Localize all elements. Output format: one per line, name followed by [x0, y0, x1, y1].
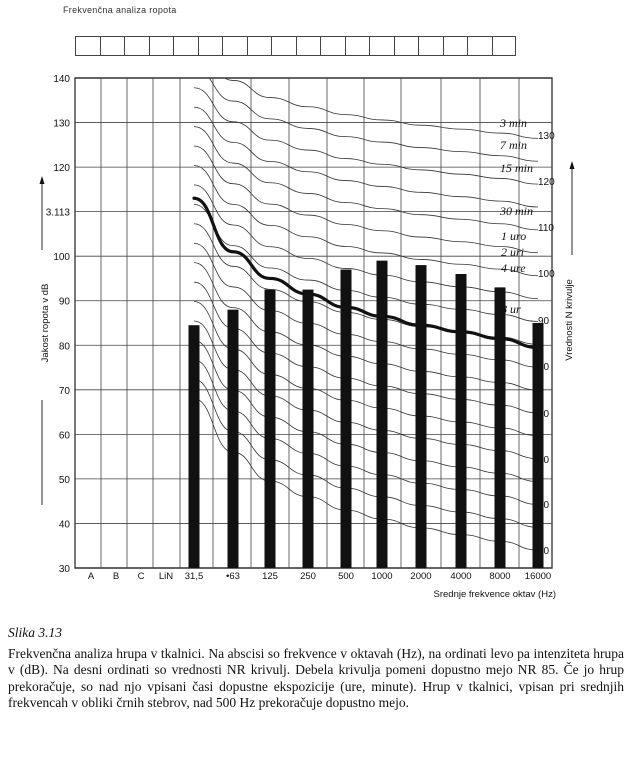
- right-y-tick-label: 50: [538, 500, 550, 511]
- right-y-tick-label: 130: [538, 131, 555, 142]
- caption-label: Slika 3.13: [8, 625, 62, 640]
- noise-bar: [495, 287, 506, 568]
- left-y-tick-label: 130: [53, 118, 70, 130]
- nr-curve: [194, 68, 538, 161]
- nr-curve: [194, 107, 538, 207]
- nr-curve: [194, 282, 538, 413]
- noise-bar: [341, 270, 352, 568]
- nr-curve: [194, 88, 538, 184]
- x-tick-label: •63: [226, 571, 240, 582]
- noise-bar: [377, 261, 388, 568]
- nr-curve: [194, 399, 538, 550]
- x-tick-label: B: [112, 571, 120, 582]
- exposure-time-label: 3 min: [500, 116, 527, 130]
- nr-curve: [194, 49, 538, 138]
- right-y-tick-label: 60: [538, 455, 550, 466]
- figure-caption: [8, 625, 624, 712]
- right-y-tick-label: 80: [538, 362, 550, 373]
- noise-bar: [416, 265, 427, 568]
- noise-bar: [303, 290, 314, 568]
- left-y-tick-label: 100: [53, 252, 70, 264]
- x-tick-label: 125: [262, 571, 278, 582]
- x-tick-label: 2000: [410, 571, 432, 582]
- exposure-time-label: 7 min: [500, 138, 527, 152]
- nr-curve: [194, 243, 538, 367]
- right-y-tick-label: 100: [538, 269, 555, 280]
- left-y-tick-label: 90: [58, 296, 70, 308]
- x-tick-label: 250: [300, 571, 316, 582]
- left-y-axis-title: Jakost ropota v dB: [40, 283, 51, 363]
- exposure-time-label: 30 min: [500, 204, 533, 218]
- noise-bar: [189, 325, 200, 568]
- left-y-tick-label: 40: [58, 519, 70, 531]
- left-axis-arrow-head: [40, 176, 45, 184]
- left-y-tick-label: 50: [58, 474, 70, 486]
- exposure-time-label: 15 min: [500, 161, 533, 175]
- right-y-tick-label: 120: [538, 177, 555, 188]
- nr-curve: [194, 302, 538, 436]
- x-tick-label: LiN: [158, 571, 174, 582]
- exposure-time-label: 4 ure: [501, 261, 526, 275]
- x-tick-label: C: [137, 571, 145, 582]
- x-tick-label: 1000: [371, 571, 393, 582]
- right-y-tick-label: 70: [538, 409, 550, 420]
- exposure-time-label: 8 ur: [501, 302, 521, 316]
- left-y-tick-label: 140: [53, 74, 70, 85]
- caption-text: Frekvenčna analiza hrupa v tkalnici. Na abscisi so frekvence v oktavah (Hz), na ordinati levo pa intenziteta hrupa v (dB). Na desni ordinati so vrednosti NR krivulj. Debela krivulja pomeni dopustno mejo NR 85. Če jo hrup prekoračuje, so nad njo vpisani časi dopustne ekspozicije (ure, minute). Hrup v tkalnici, vpisan pri srednjih frekvencah v obliki črnih stebrov, nad 500 Hz prekoračuje dopustno mejo.: [8, 645, 624, 710]
- x-tick-label: 31,5: [184, 571, 204, 582]
- nr-curve-family: [194, 49, 538, 550]
- nr-curve: [194, 127, 538, 230]
- right-y-tick-label: 110: [538, 223, 554, 234]
- nr-curve: [194, 204, 538, 321]
- nr-curve: [194, 263, 538, 390]
- left-y-tick-label: 60: [58, 430, 70, 442]
- exposure-time-label: 2 uri: [501, 245, 525, 259]
- nr-curve: [194, 340, 538, 481]
- x-tick-label: 4000: [450, 571, 472, 582]
- left-y-tick-label: 80: [58, 341, 70, 353]
- x-tick-label: 16000: [524, 571, 552, 582]
- x-axis-title: Srednje frekvence oktav (Hz): [433, 589, 556, 600]
- left-y-tick-label: 30: [58, 564, 70, 575]
- left-y-tick-label: 70: [58, 385, 70, 397]
- nr-curve: [194, 224, 538, 344]
- noise-bar: [228, 310, 239, 568]
- right-y-axis-title: Vrednosti N krivulje: [564, 279, 575, 361]
- noise-bar: [265, 290, 276, 568]
- x-tick-label: 8000: [489, 571, 511, 582]
- nr-curve: [194, 379, 538, 527]
- left-y-tick-label: 120: [53, 163, 70, 175]
- left-y-tick-label: 3.113: [45, 207, 70, 219]
- x-tick-label: 500: [338, 571, 354, 582]
- right-axis-arrow-head: [570, 161, 575, 169]
- chart-header-title: Frekvenčna analiza ropota: [63, 5, 177, 15]
- right-y-tick-label: 90: [538, 316, 550, 327]
- right-y-tick-label: 40: [538, 546, 550, 557]
- noise-bar: [456, 274, 467, 568]
- x-tick-label: A: [87, 571, 95, 582]
- exposure-time-label: 1 uro: [501, 229, 527, 243]
- nr-curve: [194, 185, 538, 299]
- noise-bar: [533, 323, 544, 568]
